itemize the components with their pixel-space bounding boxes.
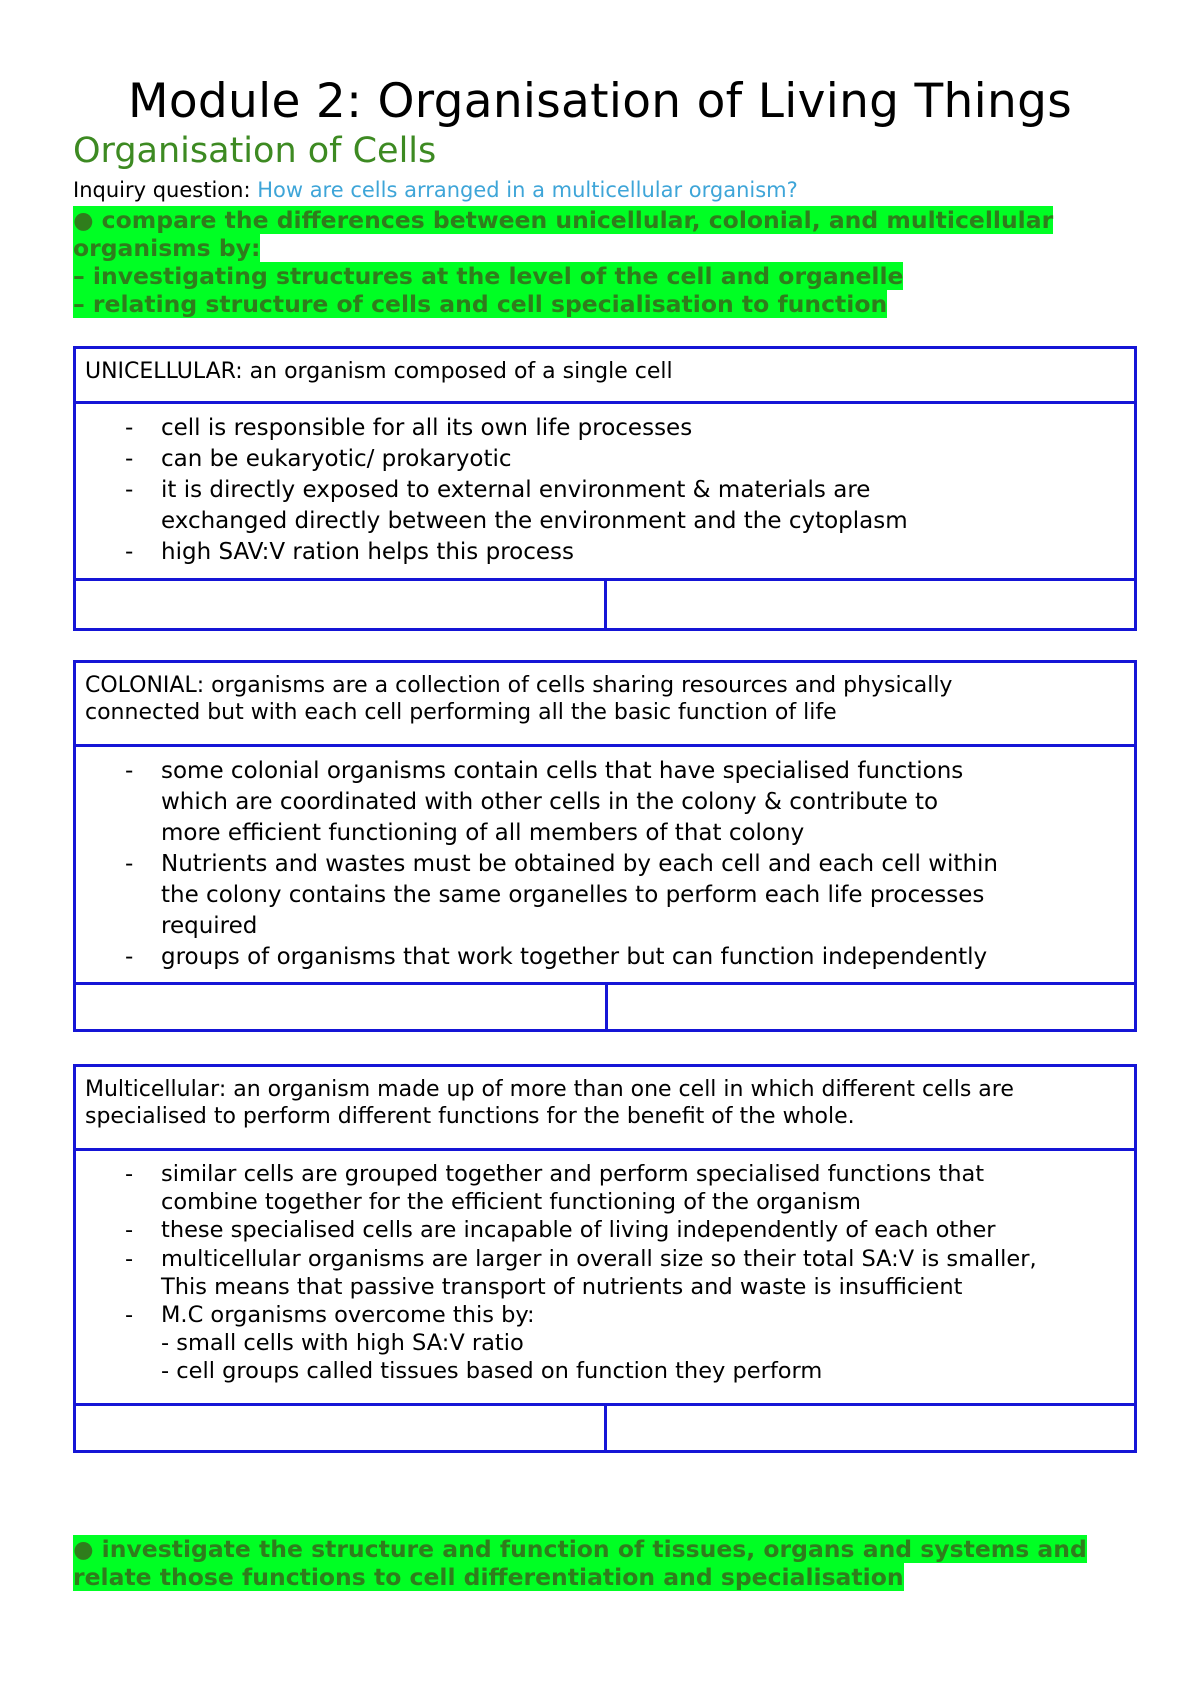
list-item: - can be eukaryotic/ prokaryotic <box>125 444 1134 475</box>
page-title: Module 2: Organisation of Living Things <box>127 74 1073 129</box>
unicellular-table <box>73 346 1137 631</box>
unicellular-footer-row <box>76 581 1134 628</box>
empty-cell <box>76 985 608 1029</box>
inquiry-question <box>73 177 798 203</box>
list-item: - groups of organisms that work together but can function independently <box>125 942 1134 973</box>
colonial-heading: COLONIAL: organisms are a collection of cells sharing resources and physically connected but with each cell performing all the basic function of life <box>76 663 1134 747</box>
list-item: - high SAV:V ration helps this process <box>125 537 1134 568</box>
list-item: - cell is responsible for all its own life processes <box>125 413 1134 444</box>
unicellular-notes <box>76 404 1134 581</box>
colonial-footer-row <box>76 985 1134 1029</box>
outcome-2-line: relate those functions to cell differentiation and specialisation <box>73 1563 904 1591</box>
empty-cell <box>608 985 1134 1029</box>
section-title: Organisation of Cells <box>73 131 437 171</box>
colonial-table <box>73 660 1137 1032</box>
list-item: - Nutrients and wastes must be obtained by each cell and each cell within the colony contains the same organelles to perform each life processes required <box>125 849 1134 942</box>
list-item: - some colonial organisms contain cells that have specialised functions which are coordinated with other cells in the colony & contribute to more efficient functioning of all members of that colony <box>125 756 1134 849</box>
empty-cell <box>607 1406 1134 1450</box>
empty-cell <box>76 581 607 628</box>
unicellular-heading: UNICELLULAR: an organism composed of a single cell <box>76 349 1134 404</box>
colonial-notes <box>76 747 1134 985</box>
list-item: - it is directly exposed to external environment & materials are exchanged directly between the environment and the cytoplasm <box>125 475 1134 537</box>
list-item: - multicellular organisms are larger in overall size so their total SA:V is smaller, This means that passive transport of nutrients and waste is insufficient <box>125 1245 1134 1301</box>
multicellular-table <box>73 1064 1137 1453</box>
multicellular-notes <box>76 1151 1134 1406</box>
list-item: - M.C organisms overcome this by: - small cells with high SA:V ratio - cell groups called tissues based on function they perform <box>125 1301 1134 1386</box>
outcome-2-line: ● investigate the structure and function of tissues, organs and systems and <box>73 1535 1087 1563</box>
list-item: - similar cells are grouped together and perform specialised functions that combine together for the efficient functioning of the organism <box>125 1160 1134 1216</box>
multicellular-heading: Multicellular: an organism made up of more than one cell in which different cells are specialised to perform different functions for the benefit of the whole. <box>76 1067 1134 1151</box>
syllabus-outcome-1 <box>73 206 1053 318</box>
multicellular-footer-row <box>76 1406 1134 1450</box>
list-item: - these specialised cells are incapable of living independently of each other <box>125 1216 1134 1244</box>
outcome-1-line: organisms by: <box>73 234 261 262</box>
empty-cell <box>607 581 1134 628</box>
inquiry-label: Inquiry question: <box>73 178 258 202</box>
outcome-1-line: – relating structure of cells and cell specialisation to function <box>73 290 888 318</box>
syllabus-outcome-2 <box>73 1535 1087 1591</box>
inquiry-question-text: How are cells arranged in a multicellular organism? <box>257 178 798 202</box>
outcome-1-line: ● compare the differences between unicellular, colonial, and multicellular <box>73 206 1054 234</box>
outcome-1-line: – investigating structures at the level of the cell and organelle <box>73 262 904 290</box>
empty-cell <box>76 1406 607 1450</box>
